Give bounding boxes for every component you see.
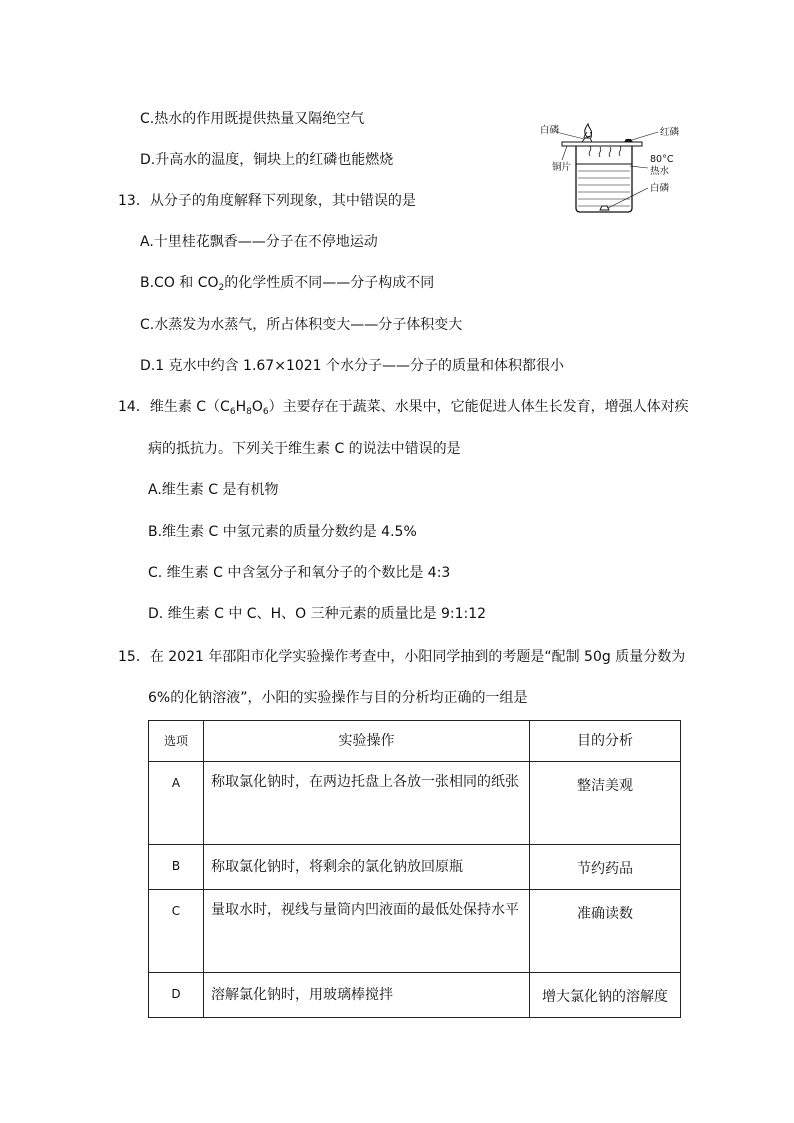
q13-option-d: D.1 克水中约含 1.67×1021 个水分子——分子的质量和体积都很小 [140, 358, 565, 374]
row-option-key: D [149, 973, 204, 1018]
q13-option-a: A.十里桂花飘香——分子在不停地运动 [140, 234, 378, 250]
q14-option-d: D. 维生素 C 中 C、H、O 三种元素的质量比是 9:1:12 [148, 606, 487, 622]
row-purpose: 节约药品 [530, 845, 681, 890]
label-white-phosphorus-bottom: 白磷 [650, 183, 670, 194]
table-header-row [149, 721, 681, 762]
q13-option-c: C.水蒸发为水蒸气，所占体积变大——分子体积变大 [140, 317, 463, 333]
row-purpose: 准确读数 [530, 890, 681, 973]
q14-option-b: B.维生素 C 中氢元素的质量分数约是 4.5% [148, 524, 417, 540]
phosphorus-combustion-figure [540, 120, 700, 220]
row-operation: 溶解氯化钠时，用玻璃棒搅拌 [204, 973, 530, 1018]
row-option-key: C [149, 890, 204, 973]
row-operation: 量取水时，视线与量筒内凹液面的最低处保持水平 [204, 890, 530, 973]
q14-option-a: A.维生素 C 是有机物 [148, 482, 279, 498]
row-purpose: 整洁美观 [530, 762, 681, 845]
flame-icon [585, 124, 592, 137]
label-white-phosphorus-top: 白磷 [540, 125, 560, 136]
q15-stem-line2: 6%的化钠溶液”，小阳的实验操作与目的分析均正确的一组是 [148, 690, 528, 706]
q15-stem-line1: 15．在 2021 年邵阳市化学实验操作考查中，小阳同学抽到的考题是“配制 50g 质量分数为 [118, 649, 686, 665]
row-option-key: B [149, 845, 204, 890]
q14-option-c: C. 维生素 C 中含氢分子和氧分子的个数比是 4:3 [148, 565, 451, 581]
table-row [149, 890, 681, 973]
row-option-key: A [149, 762, 204, 845]
q15-options-table [148, 720, 681, 1018]
table-header-option: 选项 [149, 721, 204, 762]
label-hot-water: 热水 [650, 166, 670, 177]
row-operation: 称取氯化钠时，在两边托盘上各放一张相同的纸张 [204, 762, 530, 845]
q13-stem: 13．从分子的角度解释下列现象，其中错误的是 [118, 193, 416, 209]
table-row [149, 762, 681, 845]
q12-option-c: C.热水的作用既提供热量又隔绝空气 [140, 111, 365, 127]
row-purpose: 增大氯化钠的溶解度 [530, 973, 681, 1018]
q14-stem-line1: 14．维生素 $C(C_6H_8O_6)$主要存在于蔬菜、水果中，它能促进人体生长发育，增强人体对疾 [118, 399, 689, 417]
label-copper-plate: 铜片 [552, 162, 572, 173]
label-temperature: 80°C [650, 154, 674, 165]
copper-plate [562, 142, 642, 146]
white-phosphorus-bottom [600, 206, 609, 210]
label-red-phosphorus: 红磷 [660, 127, 680, 138]
table-row [149, 973, 681, 1018]
table-header-operation: 实验操作 [204, 721, 530, 762]
q13-option-b: B.CO 和 $CO_2$的化学性质不同——分子构成不同 [140, 275, 435, 293]
table-row [149, 845, 681, 890]
q14-stem-line2: 病的抵抗力。下列关于维生素 C 的说法中错误的是 [148, 441, 461, 457]
beaker [576, 146, 632, 212]
table-header-purpose: 目的分析 [530, 721, 681, 762]
row-operation: 称取氯化钠时，将剩余的氯化钠放回原瓶 [204, 845, 530, 890]
q12-option-d: D.升高水的温度，铜块上的红磷也能燃烧 [140, 152, 394, 168]
